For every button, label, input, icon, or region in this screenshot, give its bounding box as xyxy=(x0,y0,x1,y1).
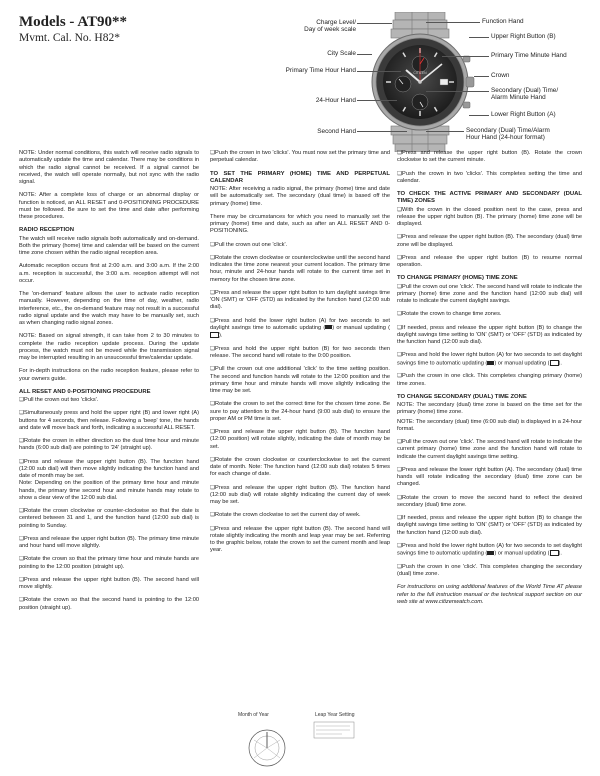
step: ❑Simultaneously press and hold the upper right (B) and lower right (A) buttons for 4 seconds, then release. Following a 'beep' tone, the hands and date will move back and forth, indicating a successful ALL RESET. xyxy=(19,410,199,431)
step: ❑Press and release the upper right button to turn daylight savings time 'ON (SMT) or 'OFF (STD) as indicated by the function hand (12:00 sub dial). xyxy=(210,289,390,311)
step: ❑Rotate the crown to set the correct time for the chosen time zone. Be sure to pay attention to the 24-hour hand (9:00 sub dial) to ensure the proper AM or PM time is set. xyxy=(210,401,390,422)
label-primary-hour-hand: Primary Time Hour Hand xyxy=(285,67,356,74)
manual-update-icon xyxy=(550,360,559,366)
step: ❑Pull the crown out one 'click'. xyxy=(210,241,288,248)
column-left xyxy=(19,150,199,618)
step-text: ❑Press and hold the lower right button (A) for two seconds to set daylight savings time to automatic updating ( xyxy=(397,542,582,557)
step: ❑Press and release the lower right button (A). The secondary (dual) time hands will rotate indicating the secondary (dual) time zone can be changed. xyxy=(397,466,582,488)
step: ❑Press and release the upper right button (B). Rotate the crown clockwise to set the current minute. xyxy=(397,150,582,164)
step-text: ). xyxy=(219,332,223,339)
column-middle xyxy=(210,150,390,561)
leap-year-diagram xyxy=(312,720,382,760)
heading-radio-reception: RADIO RECEPTION xyxy=(19,227,74,234)
crown-shape xyxy=(466,77,474,87)
date-window xyxy=(440,79,448,85)
step: ❑Press and release the upper right button (B). The function hand (12:00 position) will rotate slightly, indicating the date of month may be set. xyxy=(210,429,390,450)
page-title: Models - AT90** xyxy=(19,14,128,30)
step: ❑Rotate the crown clockwise or counter-clockwise so that the date is centered between 31 and 1, and the function hand (12:00 sub dial) is pointing to Sunday. xyxy=(19,508,199,529)
label-charge-level: Charge Level/ Day of week scale xyxy=(304,19,356,34)
paragraph: The watch will receive radio signals both automatically and on-demand. Both the primary (home) time and calendar will be based on the current time zone chosen within the radio signal reception area. xyxy=(19,235,199,256)
step: ❑If needed, press and release the upper right button (B) to change the daylight savings time setting to 'ON' (SMT) or 'OFF' (STD) as indicated by the function hand (12:00 sub dial). xyxy=(397,324,582,345)
step: ❑Rotate the crown to change time zones. xyxy=(397,311,502,318)
step: ❑Push the crown in two 'clicks'. This completes setting the time and calendar. xyxy=(397,170,582,184)
step-text: ) or manual updating ( xyxy=(494,360,550,366)
column-right xyxy=(397,150,582,612)
paragraph: There may be circumstances for which you need to manually set the primary (home) time and date, such as after an ALL RESET AND 0-POSITIONING. xyxy=(210,213,390,235)
manual-update-icon xyxy=(550,550,559,556)
step: ❑Pull the crown out one additional 'click' to the time setting position. The second and function hands will rotate to the 12:00 position and the primary time hour and minute hands will move slightly indicating the time may be set. xyxy=(210,366,390,394)
step-text: ❑Press and hold the lower right button (A) for two seconds to set daylight savings time to automatic updating ( xyxy=(210,317,390,331)
heading-change-secondary: TO CHANGE SECONDARY (DUAL) TIME ZONE xyxy=(397,393,527,400)
step-text: ) or manual updating ( xyxy=(332,324,391,331)
label-24-hour-hand: 24-Hour Hand xyxy=(315,97,356,104)
step: ❑Push the crown in one click. This completes changing primary (home) time zones. xyxy=(397,373,582,387)
step-text: ). xyxy=(558,550,562,557)
label-function-hand: Function Hand xyxy=(482,18,524,25)
step-text: ). xyxy=(558,360,562,366)
step: ❑Push the crown in one 'click'. This completes changing the secondary (dual) time zone. xyxy=(397,563,582,577)
step: ❑With the crown in the closed position next to the case, press and release the upper right button (B). The primary (home) time zone will be displayed. xyxy=(397,206,582,227)
step: ❑Pull the crown out two 'clicks'. xyxy=(19,397,99,403)
step: ❑Rotate the crown clockwise or counterclockwise until the second hand indicates the time zone nearest your current location. The primary time hour, minute and 24-hour hands will rotate to the current time set in memory for the chosen time zone. xyxy=(210,254,390,283)
heading-all-reset: ALL RESET AND 0-POSITIONING PROCEDURE xyxy=(19,388,151,395)
step-note: Note: Depending on the position of the primary time hour and minute hands, the primary time second hour and minute hands may rotate to show a clear view of the 12:00 sub dial. xyxy=(19,480,199,501)
paragraph: For in-depth instructions on the radio reception feature, please refer to your owners guide. xyxy=(19,368,199,382)
step: ❑Rotate the crown clockwise or counterclockwise to set the current date of month. Note: The function hand (12:00 sub dial) rotates 5 times for each change of date. xyxy=(210,456,390,478)
step: ❑Press and release the upper right button (B). The primary time minute and hour hand will move slightly. xyxy=(19,535,199,549)
brand-mark: CITIZEN xyxy=(413,71,427,75)
diagram-leap-title: Leap Year Setting xyxy=(315,712,355,718)
step: ❑Press and release the upper right button (B). The secondary (dual) time zone will be displayed. xyxy=(397,234,582,248)
step: ❑Press and hold the upper right button (B) for two seconds then release. The second hand will rotate to the 0:00 position. xyxy=(210,345,390,359)
footer-note: For instructions on using additional features of the World Time AT please refer to the full instruction manual or the technical support section on our web site at www.citizenwatch.com. xyxy=(397,584,582,605)
label-crown: Crown xyxy=(491,72,510,79)
note: NOTE: After receiving a radio signal, the primary (home) time and date will be automatically set. The secondary (dual time) is based off the primary (home) time. xyxy=(210,186,390,207)
label-upper-right-button: Upper Right Button (B) xyxy=(491,33,556,40)
lower-right-button-shape xyxy=(463,102,470,108)
paragraph: The 'on-demand' feature allows the user to activate radio reception manually. However, depending on the time of day, weather, radio interference, etc., the on-demand feature may not result in a successful radio signal update and the watch may have to be manually set, such as when changing radio signal zones. xyxy=(19,291,199,326)
step-text: ❑Press and hold the lower right button (A) for two seconds to set daylight savings time to automatic updating ( xyxy=(397,352,582,366)
note: NOTE: The secondary (dual) time (6:00 sub dial) is displayed in a 24-hour format. xyxy=(397,418,582,432)
note-reset: NOTE: After a complete loss of charge or an abnormal display or function is noticed, an ALL RESET and 0-POSITIONING PROCEDURE must be followed. Be sure to set the time and date after performing these procedures. xyxy=(19,192,199,220)
paragraph: Automatic reception occurs first at 2:00 a.m. and 3:00 a.m. If the 2:00 a.m. reception is successful, the 3:00 a.m. reception attempt will not occur. xyxy=(19,263,199,284)
paragraph: NOTE: Based on signal strength, it can take from 2 to 30 minutes to complete the radio reception update process. During the update process, the watch must not be moved while the transmission signal may be interrupted resulting in an unsuccessful time/calendar update. xyxy=(19,333,199,361)
label-secondary-hour-hand: Secondary (Dual) Time/Alarm Hour Hand (24-hour format) xyxy=(466,127,550,142)
step xyxy=(397,543,582,558)
heading-check-zones: TO CHECK THE ACTIVE PRIMARY AND SECONDARY (DUAL TIME) ZONES xyxy=(397,191,582,205)
diagram-month-title: Month of Year xyxy=(238,712,269,718)
step: ❑Push the crown in two 'clicks'. You must now set the primary time and perpetual calendar. xyxy=(210,150,390,164)
step: ❑Rotate the crown in either direction so the dual time hour and minute hands (6:00 sub dial) are pointing to '24' (straight up). xyxy=(19,438,199,452)
label-city-scale: City Scale xyxy=(327,50,356,57)
step: ❑Pull the crown out one 'click'. The second hand will rotate to indicate the primary (home) time zone and the function hand (12:00 sub dial) will rotate to indicate the current daylight savings. xyxy=(397,283,582,304)
label-lower-right-button: Lower Right Button (A) xyxy=(491,111,556,118)
step xyxy=(210,318,390,340)
movement-caliber: Mvmt. Cal. No. H82* xyxy=(19,32,120,44)
label-second-hand: Second Hand xyxy=(317,128,356,135)
step: ❑Press and release the upper right button (B). The function hand (12:00 sub dial) will then move slightly indicating the function hand and date of month may be set. xyxy=(19,458,199,479)
step xyxy=(397,352,582,367)
step: ❑Press and release the upper right button (B). The function hand (12:00 sub dial) will rotate slightly indicating the current day of week may be set. xyxy=(210,484,390,505)
step-text: ) or manual updating ( xyxy=(494,550,550,557)
note: NOTE: The secondary (dual) time zone is based on the time set for the primary (home) time zone. xyxy=(397,402,582,416)
heading-change-primary: TO CHANGE PRIMARY (HOME) TIME ZONE xyxy=(397,275,518,282)
month-of-year-diagram xyxy=(232,720,302,772)
heading-set-primary-time: TO SET THE PRIMARY (HOME) TIME AND PERPETUAL CALENDAR xyxy=(210,170,390,184)
step: ❑Rotate the crown so that the primary time hour and minute hands are pointing to the 12:00 position (straight up). xyxy=(19,556,199,570)
manual-update-icon xyxy=(210,332,219,338)
step: ❑Press and release the upper right button (B). The second hand will rotate slightly indicating the month and leap year may be set. Referring to the graphic below, rotate the crown to set the current month and leap year. xyxy=(210,525,390,554)
label-secondary-minute-hand: Secondary (Dual) Time/ Alarm Minute Hand xyxy=(491,87,559,102)
step: ❑Pull the crown out one 'click'. The second hand will rotate to indicate the current primary (home) time zone and the function hand will rotate to indicate the current daylight savings time setting. xyxy=(397,439,582,460)
step: ❑If needed, press and release the upper right button (B) to change the daylight savings time setting to 'ON' (SMT) or 'OFF' (STD) as indicated by the function hand (12:00 sub dial). xyxy=(397,515,582,536)
step: ❑Rotate the crown to move the second hand to reflect the desired secondary (dual) time zone. xyxy=(397,494,582,508)
step: ❑Rotate the crown clockwise to set the current day of week. xyxy=(210,512,361,519)
step: ❑Press and release the upper right button (B). The second hand will move slightly. xyxy=(19,576,199,590)
label-primary-minute-hand: Primary Time Minute Hand xyxy=(491,52,567,59)
step: ❑Rotate the crown so that the second hand is pointing to the 12:00 position (straight up). xyxy=(19,597,199,611)
step: ❑Press and release the upper right button (B) to resume normal operation. xyxy=(397,254,582,268)
note-radio: NOTE: Under normal conditions, this watch will receive radio signals to automatically update the time and calendar. There may be conditions in which the radio signal cannot be received. If a signal cannot be received, the watch will operate normally, but not sync with the radio signal. xyxy=(19,150,199,185)
